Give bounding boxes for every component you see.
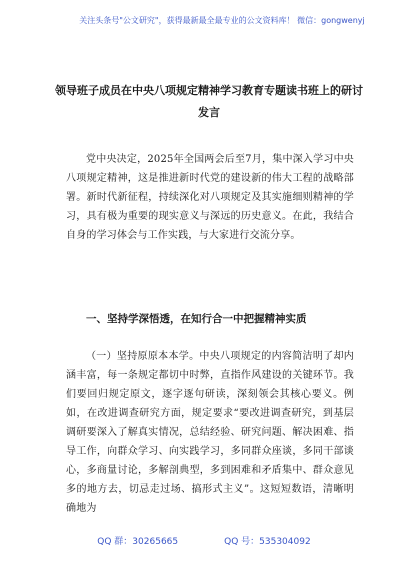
section-heading: 一、坚持学深悟透，在知行合一中把握精神实质: [86, 313, 307, 325]
header-banner-text: 关注头条号"公文研究"，获得最新最全最专业的公文资料库！ 微信：gongwenyj: [79, 16, 365, 25]
header-banner: [72, 5, 372, 37]
document-title: 领导班子成员在中央八项规定精神学习教育专题读书班上的研讨发言: [55, 84, 363, 119]
body-paragraph: （一）坚持原原本本学。中央八项规定的内容简洁明了却内涵丰富，每一条规定都切中时弊，直指作风建设的关键环节。我们要回归规定原文，逐字逐句研读，深刻领会其核心要义。例如，在改进调查研究方面，规定要求“要改进调查研究，到基层调研要深入了解真实情况，总结经验、研究问题、解决困难、指导工作，向群众学习、向实践学习，多同群众座谈，多同干部谈心，多商量讨论，多解剖典型，多到困难和矛盾集中、群众意见多的地方去，切忌走过场、搞形式主义”。这短短数语，清晰明确地为: [66, 351, 354, 514]
footer: [0, 534, 408, 550]
intro-paragraph: 党中央决定，2025年全国两会后至7月，集中深入学习中央八项规定精神，这是推进新时代党的建设新的伟大工程的战略部署。新时代新征程，持续深化对八项规定及其实施细则精神的学习，具有极为重要的现实意义与深远的历史意义。在此，我结合自身的学习体会与工作实践，与大家进行交流分享。: [66, 154, 354, 241]
footer-qq-number: QQ 号：535304092: [224, 537, 311, 547]
footer-qq-group: QQ 群：30265665: [97, 537, 179, 547]
